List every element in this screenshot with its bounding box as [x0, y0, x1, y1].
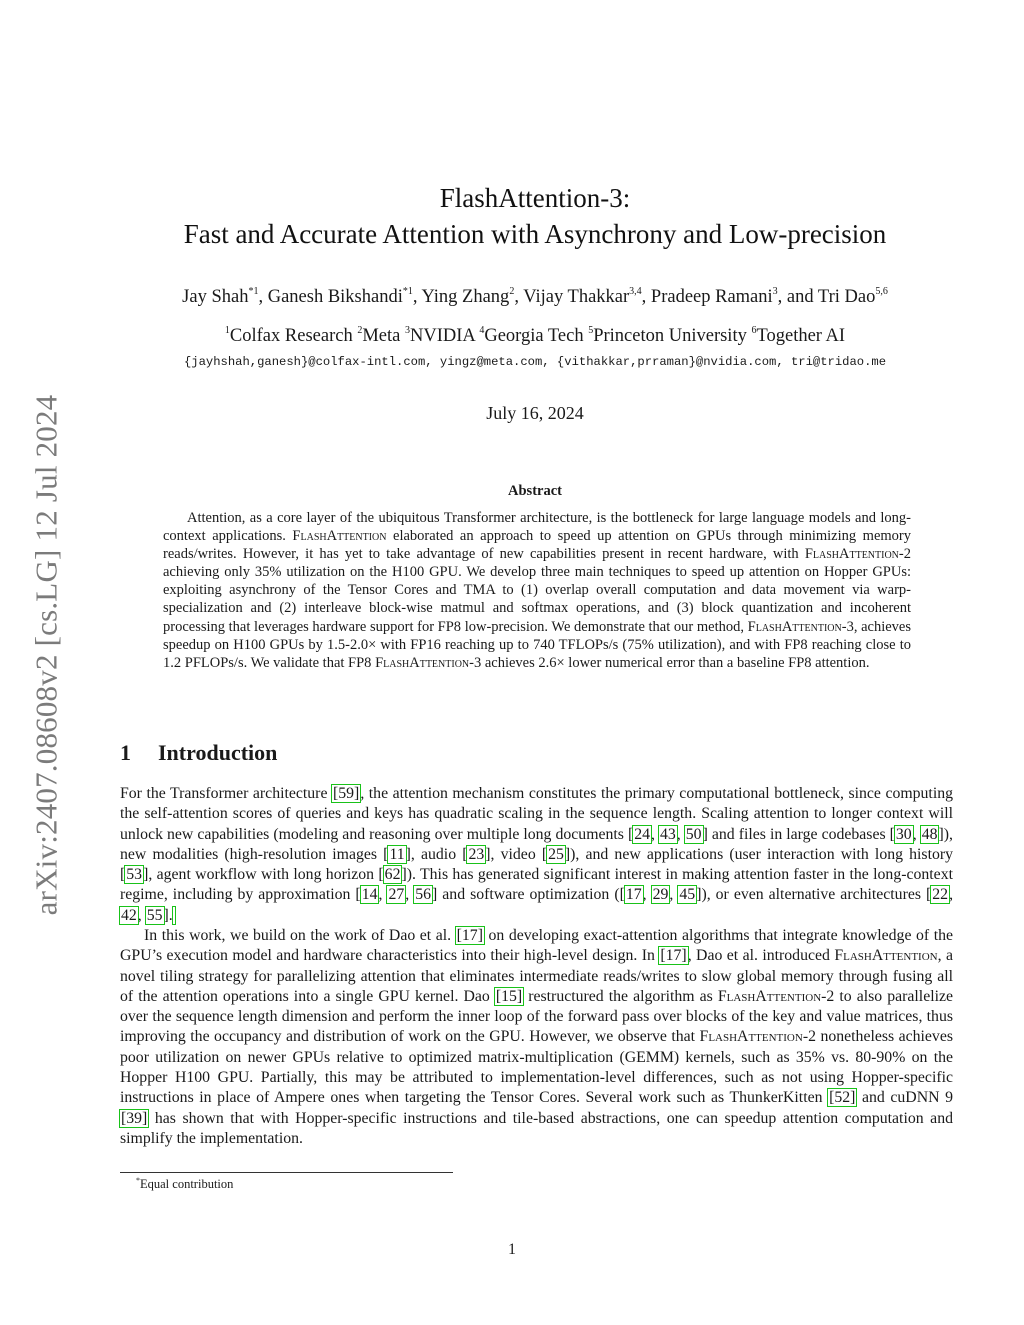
author-mark: *1 — [248, 286, 259, 297]
citation-link[interactable]: 45 — [679, 886, 696, 904]
citation-link[interactable]: 30 — [895, 825, 912, 843]
citation-link[interactable]: 14 — [361, 886, 378, 904]
title-line-1: FlashAttention-3: — [439, 183, 631, 213]
intro-paragraph-1: For the Transformer architecture [59], the attention mechanism constitutes the primary computational bottleneck, since computing the self-attention scores of queries and keys has quadratic scaling in the sequence length. Scaling attention to longer context will unlock new capabilities (modeling and reasoning over multiple long documents [24, 43, 50] and files in large codebases [30, 48]), new modalities (high-resolution images [11], audio [23], video [25]), and new applications (user interaction with long history [53], agent workflow with long horizon [62]). This has generated significant interest in making attention faster in the long-context regime, including by approximation [14, 27, 56] and software optimization ([17, 29, 45]), or even alternative architectures [22, 42, 55]. — [120, 785, 954, 924]
citation-link[interactable]: 22 — [932, 886, 949, 904]
author-name: Jay Shah — [182, 287, 249, 307]
citation-link[interactable]: 27 — [388, 886, 405, 904]
citation-link[interactable]: [17] — [660, 947, 687, 965]
citation-link[interactable]: [17] — [456, 927, 483, 944]
citation-link[interactable]: 50 — [685, 825, 702, 843]
footnote-divider — [120, 1172, 453, 1173]
affiliation: Meta — [362, 326, 401, 346]
affiliation: Colfax Research — [229, 326, 353, 346]
abstract-heading: Abstract — [508, 483, 562, 499]
citation-link[interactable]: 17 — [625, 886, 642, 904]
author-mark: 5,6 — [875, 286, 888, 297]
affiliation-list: $^1$Colfax Research $^2$Meta $^3$NVIDIA $^4$Georgia Tech $^5$Princeton University $^6$Together AI — [224, 325, 846, 346]
citation-link[interactable]: 25 — [548, 845, 564, 863]
author-name: Pradeep Ramani — [650, 287, 773, 307]
page-number: 1 — [508, 1241, 516, 1258]
arxiv-sidebar — [26, 370, 66, 940]
citation-link[interactable]: 11 — [389, 845, 405, 863]
citation-link[interactable]: [52] — [829, 1089, 856, 1107]
citation-link[interactable]: 53 — [126, 866, 143, 884]
author-mark: 3 — [772, 286, 778, 297]
author-mark: *1 — [402, 286, 413, 297]
citation-link[interactable]: [59] — [332, 785, 360, 802]
author-list: Jay Shah$^{*1}$, Ganesh Bikshandi$^{*1}$, Ying Zhang$^2$, Vijay Thakkar$^{3,4}$, Pradeep Ramani$^3$, and Tri Dao$^{5,6}$ — [182, 286, 888, 307]
citation-link[interactable]: [39] — [121, 1109, 148, 1127]
citation-link[interactable]: [15] — [495, 987, 523, 1005]
section-title: Introduction — [158, 740, 278, 765]
section-heading-introduction — [120, 740, 277, 766]
citation-link[interactable]: 24 — [634, 825, 651, 843]
arxiv-identifier: arXiv:2407.08608v2 [cs.LG] 12 Jul 2024 — [28, 394, 64, 916]
abstract-text: Attention, as a core layer of the ubiquitous Transformer architecture, is the bottleneck for large language models and long-context applications. FlashAttention elaborated an approach to speed up attention on GPUs through minimizing memory reads/writes. However, it has yet to take advantage of new capabilities present in recent hardware, with FlashAttention-2 achieving only 35% utilization on the H100 GPU. We develop three main techniques to speed up attention on Hopper GPUs: exploiting asynchrony of the Tensor Cores and TMA to (1) overlap overall computation and data movement via warp-specialization and (2) interleave block-wise matmul and softmax operations, and (3) block quantization and incoherent processing that leverages hardware support for FP8 low-precision. We demonstrate that our method, FlashAttention-3, achieves speedup on H100 GPUs by 1.5-2.0× with FP16 reaching up to 740 TFLOPs/s (75% utilization), and with FP8 reaching close to 1.2 PFLOPs/s. We validate that FP8 FlashAttention-3 achieves 2.6× lower numerical error than a baseline FP8 attention. — [163, 510, 911, 671]
citation-link[interactable]: 43 — [660, 825, 676, 843]
citation-link[interactable]: 42 — [121, 906, 137, 924]
title-line-2: Fast and Accurate Attention with Asynchrony and Low-precision — [183, 219, 887, 249]
publication-date: July 16, 2024 — [486, 403, 584, 423]
author-emails[interactable]: {jayhshah,ganesh}@colfax-intl.com, yingz@meta.com, {vithakkar,prraman}@nvidia.com, tri@tridao.me — [183, 355, 887, 369]
citation-link[interactable]: 55 — [146, 906, 163, 924]
affiliation: Georgia Tech — [484, 326, 584, 346]
intro-paragraph-2: In this work, we build on the work of Dao et al. [17] on developing exact-attention algorithms that integrate knowledge of the GPU’s execution model and hardware characteristics into their high-level design. In [17], Dao et al. introduced FlashAttention, a novel tiling strategy for parallelizing attention that eliminates intermediate reads/writes to slow global memory through fusing all of the attention operations into a single GPU kernel. Dao [15] restructured the algorithm as FlashAttention-2 to also parallelize over the sequence length dimension and perform the inner loop of the forward pass over blocks of the key and value matrices, thus improving the occupancy and distribution of work on the GPU. However, we observe that FlashAttention-2 nonetheless achieves poor utilization on newer GPUs relative to optimized matrix-multiplication (GEMM) kernels, such as 35% vs. 80-90% on the Hopper H100 GPU. Partially, this may be attributed to implementation-level differences, such as not using Hopper-specific instructions in place of Ampere ones when targeting the Tensor Cores. Several work such as ThunkerKitten [52] and cuDNN 9 [39] has shown that with Hopper-specific instructions and tile-based abstractions, one can speedup attention computation and simplify the implementation. — [120, 927, 954, 1147]
affiliation: Princeton University — [593, 326, 747, 346]
citation-link[interactable]: 56 — [415, 886, 432, 904]
paper-title — [80, 180, 990, 252]
author-name: Ying Zhang — [421, 287, 510, 307]
citation-link[interactable]: 62 — [384, 866, 401, 884]
section-number: 1 — [120, 740, 131, 765]
author-name: Tri Dao — [817, 287, 876, 307]
author-name: Ganesh Bikshandi — [267, 287, 403, 307]
author-mark: 3,4 — [629, 286, 642, 297]
citation-link[interactable]: 23 — [468, 845, 485, 863]
affiliation: NVIDIA — [409, 326, 475, 346]
author-name: Vijay Thakkar — [523, 287, 630, 307]
footnote: *Equal contribution — [136, 1176, 234, 1191]
affiliation: Together AI — [756, 326, 846, 346]
citation-link[interactable] — [173, 907, 175, 924]
citation-link[interactable]: 48 — [921, 825, 938, 843]
citation-link[interactable]: 29 — [652, 886, 669, 904]
author-mark: 2 — [509, 286, 515, 297]
